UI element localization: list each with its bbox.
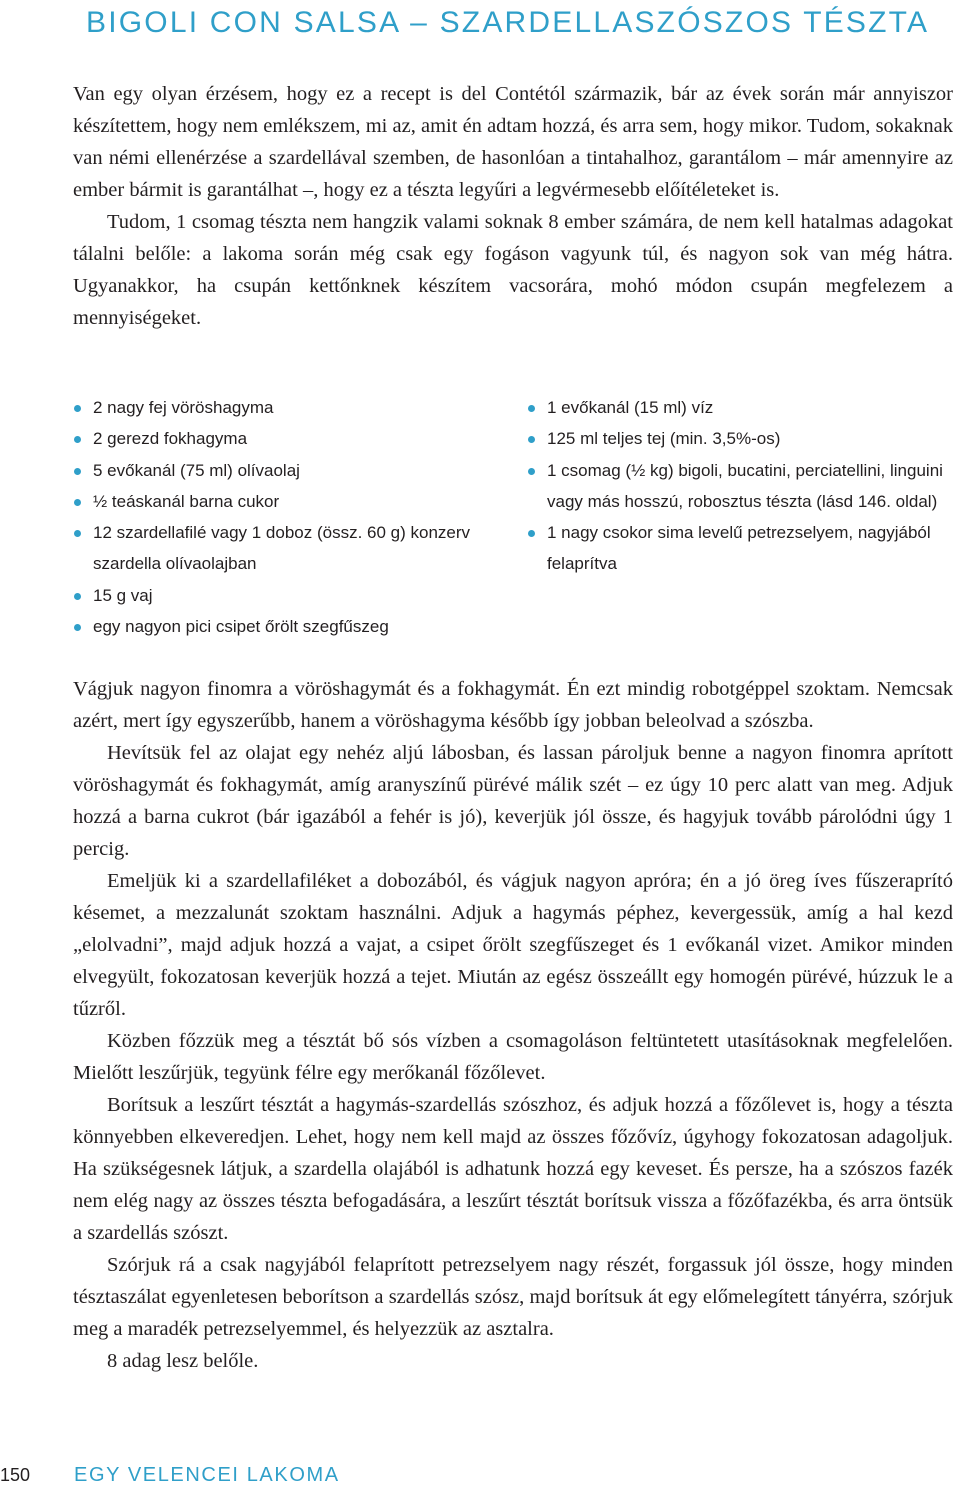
bullet-icon (74, 593, 81, 600)
ingredient-item (73, 423, 503, 454)
bullet-icon (528, 530, 535, 537)
bullet-icon (528, 436, 535, 443)
method-paragraph: Emeljük ki a szardellafiléket a dobozából, és vágjuk nagyon apróra; én a jó öreg íves fűszeraprító késemet, a mezzalunát szoktam használni. Adjuk a hagymás péphez, kevergessük, amíg a hal kezd „elolvadni”, majd adjuk hozzá a vajat, a csipet őrölt szegfűszeget és 1 evőkanál vizet. Amikor minden elvegyült, fokozatosan keverjük hozzá a tejet. Miután az egész összeállt egy homogén pürévé, húzzuk le a tűzről. (73, 870, 953, 1020)
ingredient-item (527, 423, 952, 454)
recipe-title: BIGOLI CON SALSA – SZARDELLASZÓSZOS TÉSZTA (86, 6, 930, 39)
ingredient-item (73, 611, 503, 642)
ingredient-text: 1 csomag (½ kg) bigoli, bucatini, perciatellini, linguini vagy más hosszú, robosztus tészta (lásd 146. oldal) (547, 460, 943, 511)
ingredients-list-left (73, 392, 503, 642)
ingredient-item (527, 392, 952, 423)
ingredient-item (73, 392, 503, 423)
bullet-icon (74, 468, 81, 475)
ingredient-item (527, 517, 952, 580)
bullet-icon (74, 530, 81, 537)
ingredient-text: 2 gerezd fokhagyma (93, 429, 248, 449)
bullet-icon (74, 405, 81, 412)
ingredient-text: 2 nagy fej vöröshagyma (93, 398, 274, 417)
ingredient-text: 125 ml teljes tej (min. 3,5%-os) (547, 429, 781, 449)
ingredient-item (527, 455, 952, 518)
method-paragraph: Vágjuk nagyon finomra a vöröshagymát és a fokhagymát. Én ezt mindig robotgéppel szoktam. Nemcsak azért, mert így egyszerűbb, hanem a vöröshagyma később így jobban beleolvad a szószba. (73, 678, 953, 732)
intro-text (73, 78, 953, 334)
ingredient-item (73, 517, 503, 580)
ingredient-text: 1 nagy csokor sima levelű petrezselyem, nagyjából felaprítva (547, 523, 931, 574)
bullet-icon (74, 436, 81, 443)
bullet-icon (528, 468, 535, 475)
book-title: EGY VELENCEI LAKOMA (74, 1464, 340, 1486)
method-paragraph: Hevítsük fel az olajat egy nehéz aljú lábosban, és lassan pároljuk benne a nagyon finomra aprított vöröshagymát és fokhagymát, amíg aranyszínű pürévé málik szét – ez úgy 10 perc alatt van meg. Adjuk hozzá a barna cukrot (bár igazából a fehér is jó), keverjük jól össze, és hagyjuk tovább párolódni úgy 1 percig. (73, 742, 953, 860)
intro-paragraph: Tudom, 1 csomag tészta nem hangzik valami soknak 8 ember számára, de nem kell hatalmas adagokat tálalni belőle: a lakoma során még csak egy fogáson vagyunk túl, és nagyon sok van még hátra. Ugyanakkor, ha csupán kettőnknek készítem vacsorára, mohó módon csupán megfelezem a mennyiségeket. (73, 211, 953, 329)
ingredient-text: 12 szardellafilé vagy 1 doboz (össz. 60 g) konzerv szardella olívaolajban (93, 523, 471, 574)
servings-note: 8 adag lesz belőle. (107, 1350, 259, 1372)
ingredient-item (73, 455, 503, 486)
method-paragraph: Szórjuk rá a csak nagyjából felaprított petrezselyem nagy részét, forgassuk jól össze, hogy minden tésztaszálat egyenletesen beborítson a szardellás szósz, majd borítsuk át egy előmelegített tányérra, szórjuk meg a maradék petrezselyemmel, és helyezzük az asztalra. (73, 1254, 953, 1340)
ingredient-text: 15 g vaj (93, 585, 153, 605)
bullet-icon (528, 405, 535, 412)
ingredient-text: ½ teáskanál barna cukor (93, 491, 280, 511)
ingredient-text: 1 evőkanál (15 ml) víz (547, 398, 714, 417)
ingredients-list-right (527, 392, 952, 580)
ingredient-text: egy nagyon pici csipet őrölt szegfűszeg (93, 617, 389, 637)
bullet-icon (74, 499, 81, 506)
bullet-icon (74, 624, 81, 631)
intro-paragraph: Van egy olyan érzésem, hogy ez a recept is del Contétól származik, bár az évek során már annyiszor készítettem, hogy nem emlékszem, mi az, amit én adtam hozzá, és arra sem, hogy mikor. Tudom, sokaknak van némi ellenérzése a szardellával szemben, de hasonlóan a tintahalhoz, garantálom – már amennyire az ember bármit is garantálhat –, hogy ez a tészta legyűri a legvérmesebb előítéleteket is. (73, 83, 953, 201)
ingredient-text: 5 evőkanál (75 ml) olívaolaj (93, 460, 300, 480)
method-paragraph: Közben főzzük meg a tésztát bő sós vízben a csomagoláson feltüntetett utasításoknak megfelelően. Mielőtt leszűrjük, tegyünk félre egy merőkanál főzőlevet. (73, 1030, 953, 1084)
ingredient-item (73, 580, 503, 611)
page-number: 150 (0, 1465, 31, 1485)
ingredient-item (73, 486, 503, 517)
method-paragraph: Borítsuk a leszűrt tésztát a hagymás-szardellás szószhoz, és adjuk hozzá a főzőlevet is, hogy a tészta könnyebben elkeveredjen. Lehet, hogy nem kell majd az összes főzővíz, úgyhogy fokozatosan adagoljuk. Ha szükségesnek látjuk, a szardella olajából is adhatunk hozzá egy keveset. És persze, ha a szószos fazék nem elég nagy az összes tészta befogadására, a leszűrt tésztát borítsuk vissza a főzőfazékba, és arra öntsük a szardellás szószt. (73, 1094, 953, 1244)
method-text (73, 673, 953, 1377)
